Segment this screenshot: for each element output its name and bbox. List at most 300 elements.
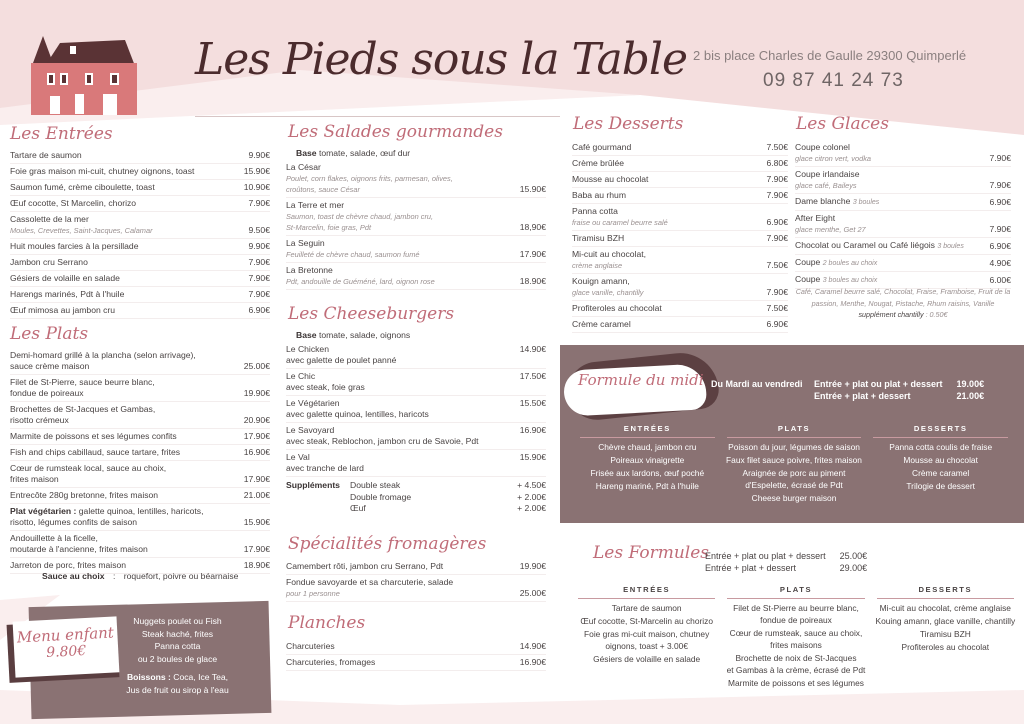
menu-item bbox=[572, 188, 788, 204]
formula-course: Panna cotta coulis de fraise bbox=[889, 442, 993, 452]
item-price: 19.90€ bbox=[243, 388, 270, 398]
item-name-text: La Seguin bbox=[286, 238, 325, 248]
formula-course: Kouing amann, glace vanille, chantilly bbox=[875, 616, 1016, 626]
item-name bbox=[10, 241, 139, 252]
menu-item bbox=[10, 375, 270, 402]
item-bold-label: Plat végétarien : bbox=[10, 506, 77, 516]
item-name bbox=[10, 182, 155, 193]
item-description: Pdt, andouille de Guéméné, lard, oignon rose bbox=[286, 277, 435, 286]
kids-menu-items bbox=[120, 615, 235, 696]
item-name bbox=[795, 213, 866, 224]
menu-item bbox=[10, 196, 270, 212]
item-description: glace citron vert, vodka bbox=[795, 154, 871, 163]
item-name-text: Fish and chips cabillaud, sauce tartare, frites bbox=[10, 447, 181, 457]
item-name bbox=[10, 377, 155, 399]
formula-course: Hareng mariné, Pdt à l'huile bbox=[595, 481, 699, 491]
item-text bbox=[10, 166, 194, 177]
formula-course: Trilogie de dessert bbox=[906, 481, 975, 491]
item-price: 6.90€ bbox=[766, 217, 788, 227]
formula-course: Filet de St-Pierre au beurre blanc, fondue de poireaux bbox=[733, 603, 859, 625]
item-text bbox=[572, 142, 631, 153]
base-text: tomate, salade, oignons bbox=[318, 330, 411, 340]
item-name bbox=[286, 200, 433, 211]
item-name bbox=[286, 238, 420, 249]
item-name-text: Cassolette de la mer bbox=[10, 214, 89, 224]
kids-menu-card bbox=[13, 616, 120, 677]
sauce-choice bbox=[42, 571, 238, 581]
item-text bbox=[795, 142, 871, 164]
item-name bbox=[10, 214, 153, 225]
item-price: 6.90€ bbox=[989, 197, 1011, 207]
item-name bbox=[286, 344, 396, 366]
salades-title: Les Salades gourmandes bbox=[288, 122, 503, 142]
item-text bbox=[10, 447, 180, 458]
item-text bbox=[795, 274, 877, 286]
item-price: 15.90€ bbox=[519, 452, 546, 462]
item-name-text: Foie gras maison mi-cuit, chutney oignons, toast bbox=[10, 166, 195, 176]
item-text bbox=[286, 577, 453, 599]
formula-column-title: PLATS bbox=[727, 584, 864, 599]
kids-menu-item: Panna cotta bbox=[154, 641, 201, 651]
item-name-text: Charcuteries bbox=[286, 641, 335, 651]
item-text bbox=[10, 404, 155, 426]
item-price: 7.50€ bbox=[766, 303, 788, 313]
supplement-name: Œuf bbox=[350, 503, 366, 513]
item-text bbox=[286, 657, 375, 668]
item-price: 15.50€ bbox=[519, 398, 546, 408]
item-name-text: Mi-cuit au chocolat, bbox=[572, 249, 647, 259]
item-name-text: Le Savoyard avec steak, Reblochon, jambon cru de Savoie, Pdt bbox=[286, 425, 479, 446]
menu-item bbox=[286, 655, 546, 671]
item-name-text: Chocolat ou Caramel ou Café liégois bbox=[795, 240, 935, 250]
formula-column-title: ENTRÉES bbox=[578, 584, 715, 599]
item-price: 25.00€ bbox=[519, 588, 546, 598]
item-price: 20.90€ bbox=[243, 415, 270, 425]
item-name-text: Jarreton de porc, frites maison bbox=[10, 560, 127, 570]
item-name bbox=[286, 657, 375, 668]
item-name-text: Coupe irlandaise bbox=[795, 169, 860, 179]
item-text bbox=[10, 506, 203, 528]
item-name bbox=[10, 490, 158, 501]
item-text bbox=[10, 560, 126, 571]
item-name-text: Le Végétarien avec galette quinoa, lentilles, haricots bbox=[286, 398, 429, 419]
formula-column bbox=[871, 584, 1020, 690]
formula-column bbox=[572, 584, 721, 690]
item-name-text: Demi-homard grillé à la plancha (selon arrivage), sauce crème maison bbox=[10, 350, 196, 371]
item-name bbox=[10, 305, 115, 316]
item-text bbox=[10, 182, 155, 193]
menu-item bbox=[10, 303, 270, 319]
item-price: 7.90€ bbox=[766, 190, 788, 200]
item-name-text: Saumon fumé, crème ciboulette, toast bbox=[10, 182, 155, 192]
item-name-text: Dame blanche bbox=[795, 196, 851, 206]
formula-course: Poisson du jour, légumes de saison bbox=[728, 442, 860, 452]
kids-menu-title: Menu enfant bbox=[16, 623, 115, 647]
kids-menu-item: Steak haché, frites bbox=[141, 628, 214, 639]
menu-item bbox=[286, 639, 546, 655]
menu-item bbox=[10, 461, 270, 488]
item-price: 6.80€ bbox=[766, 158, 788, 168]
menu-item bbox=[10, 239, 270, 255]
item-text bbox=[10, 533, 148, 555]
formula-price: 21.00€ bbox=[956, 391, 985, 401]
item-name-text: Cœur de rumsteak local, sauce au choix, frites maison bbox=[10, 463, 167, 484]
formula-course: Brochette de noix de St-Jacques et Gambas à la crème, écrasé de Pdt bbox=[726, 653, 866, 675]
formula-course: Faux filet sauce poivre, frites maison bbox=[726, 455, 862, 465]
menu-item bbox=[286, 423, 546, 450]
item-price: 7.90€ bbox=[766, 233, 788, 243]
item-name bbox=[795, 257, 877, 269]
item-name bbox=[795, 274, 877, 286]
glaces-title: Les Glaces bbox=[796, 114, 889, 134]
sauce-label: Sauce au choix bbox=[42, 571, 105, 581]
item-price: 9.50€ bbox=[248, 225, 270, 235]
item-text bbox=[795, 257, 877, 269]
formula-course: Marmite de poissons et ses légumes bbox=[728, 678, 864, 688]
formula-price: 25.00€ bbox=[839, 551, 868, 561]
item-name-text: Entrecôte 280g bretonne, frites maison bbox=[10, 490, 159, 500]
fromages-title: Spécialités fromagères bbox=[288, 534, 487, 554]
menu-item bbox=[572, 317, 788, 333]
supplement-name: Double fromage bbox=[350, 491, 412, 502]
formula-course: Gésiers de volaille en salade bbox=[593, 654, 701, 664]
item-name bbox=[795, 169, 860, 180]
item-name-text: After Eight bbox=[795, 213, 836, 223]
item-text bbox=[572, 276, 643, 298]
item-name bbox=[572, 233, 624, 244]
item-text bbox=[795, 213, 866, 235]
formula-option: Entrée + plat + dessert bbox=[814, 391, 911, 401]
item-text bbox=[572, 249, 646, 271]
item-name bbox=[286, 452, 364, 474]
item-name bbox=[286, 641, 335, 652]
formula-column bbox=[721, 423, 868, 505]
item-note: 3 boules bbox=[852, 199, 880, 206]
menu-item bbox=[286, 575, 546, 602]
item-text bbox=[286, 398, 429, 420]
item-price: 19.90€ bbox=[519, 561, 546, 571]
formula-course: Frisée aux lardons, œuf poché bbox=[590, 468, 705, 478]
formules-title: Les Formules bbox=[593, 543, 709, 563]
menu-item bbox=[286, 263, 546, 290]
item-name-text: Gésiers de volaille en salade bbox=[10, 273, 120, 283]
item-name-text: Kouign amann, bbox=[572, 276, 630, 286]
menu-item bbox=[10, 212, 270, 239]
item-text bbox=[286, 162, 453, 195]
menu-item bbox=[795, 194, 1011, 211]
supplement-name: Double steak bbox=[350, 480, 401, 490]
item-price: 14.90€ bbox=[519, 344, 546, 354]
chantilly-price: : 0.50€ bbox=[925, 310, 948, 319]
item-name-text: Œuf cocotte, St Marcelin, chorizo bbox=[10, 198, 137, 208]
formula-column-title: ENTRÉES bbox=[580, 423, 715, 438]
divider bbox=[195, 116, 560, 117]
item-price: 9.90€ bbox=[248, 150, 270, 160]
item-price: 9.90€ bbox=[248, 241, 270, 251]
item-name bbox=[10, 198, 136, 209]
item-price: 6.90€ bbox=[248, 305, 270, 315]
item-text bbox=[286, 425, 479, 447]
item-price: 25.00€ bbox=[243, 361, 270, 371]
salades-list bbox=[286, 160, 546, 290]
item-text bbox=[795, 169, 860, 191]
item-note: 3 boules au choix bbox=[822, 277, 878, 284]
item-text bbox=[286, 561, 443, 572]
base-text: tomate, salade, œuf dur bbox=[318, 148, 411, 158]
address: 2 bis place Charles de Gaulle 29300 Quimperlé bbox=[693, 48, 967, 63]
item-name-text: Café gourmand bbox=[572, 142, 632, 152]
glaces-list bbox=[795, 140, 1011, 289]
item-price: 16.90€ bbox=[519, 657, 546, 667]
formule-midi-options bbox=[814, 378, 1017, 402]
item-name bbox=[286, 561, 443, 572]
item-name-text: Brochettes de St-Jacques et Gambas, risotto crémeux bbox=[10, 404, 156, 425]
menu-item bbox=[286, 236, 546, 263]
formula-course: Œuf cocotte, St-Marcelin au chorizo bbox=[580, 616, 713, 626]
item-price: 6.90€ bbox=[766, 319, 788, 329]
item-text bbox=[572, 303, 662, 314]
item-price: 21.00€ bbox=[243, 490, 270, 500]
item-name-text: Marmite de poissons et ses légumes confits bbox=[10, 431, 177, 441]
item-name-text: Crème caramel bbox=[572, 319, 631, 329]
formula-column bbox=[574, 423, 721, 505]
item-name bbox=[286, 162, 453, 173]
formula-price: 19.00€ bbox=[956, 379, 985, 389]
base-label: Base bbox=[296, 148, 317, 158]
phone-number: 09 87 41 24 73 bbox=[763, 70, 904, 91]
formula-column bbox=[721, 584, 870, 690]
entrees-title: Les Entrées bbox=[10, 124, 113, 144]
item-price: 18.90€ bbox=[243, 560, 270, 570]
menu-item bbox=[286, 160, 546, 198]
item-name-text: Camembert rôti, jambon cru Serrano, Pdt bbox=[286, 561, 444, 571]
item-name-text: Le Chic avec steak, foie gras bbox=[286, 371, 365, 392]
item-name bbox=[572, 158, 624, 169]
menu-item bbox=[795, 167, 1011, 194]
item-name-text: Baba au rhum bbox=[572, 190, 626, 200]
menu-item bbox=[795, 211, 1011, 238]
item-name-text: Andouillette à la ficelle, moutarde à l'ancienne, frites maison bbox=[10, 533, 148, 554]
item-text bbox=[10, 214, 153, 236]
item-price: 7.50€ bbox=[766, 260, 788, 270]
item-price: 4.90€ bbox=[989, 258, 1011, 268]
formule-midi-panel bbox=[560, 345, 1024, 523]
planches-list bbox=[286, 639, 546, 671]
formule-midi-columns bbox=[574, 423, 1014, 505]
menu-item bbox=[795, 140, 1011, 167]
item-name-text: Charcuteries, fromages bbox=[286, 657, 376, 667]
item-name-text: Fondue savoyarde et sa charcuterie, salade bbox=[286, 577, 454, 587]
item-price: 7.90€ bbox=[989, 180, 1011, 190]
item-text bbox=[572, 319, 631, 330]
item-name bbox=[10, 447, 180, 458]
salades-section bbox=[286, 148, 546, 290]
menu-item bbox=[10, 180, 270, 196]
item-text bbox=[10, 305, 115, 316]
formula-column-title: DESSERTS bbox=[877, 584, 1014, 599]
item-price: 7.90€ bbox=[248, 198, 270, 208]
item-text bbox=[572, 158, 624, 169]
menu-item bbox=[10, 164, 270, 180]
burgers-title: Les Cheeseburgers bbox=[288, 304, 455, 324]
formula-course: Foie gras mi-cuit maison, chutney oignons, toast + 3.00€ bbox=[584, 629, 710, 651]
planches-title: Planches bbox=[288, 613, 366, 633]
menu-item bbox=[286, 198, 546, 236]
item-price: 7.50€ bbox=[766, 142, 788, 152]
formula-option: Entrée + plat + dessert bbox=[705, 563, 797, 573]
plats-list bbox=[10, 348, 270, 574]
item-price: 16.90€ bbox=[243, 447, 270, 457]
kids-menu-item: Nuggets poulet ou Fish bbox=[133, 616, 222, 626]
formula-course: Poireaux vinaigrette bbox=[610, 455, 685, 465]
item-name-text: Harengs marinés, Pdt à l'huile bbox=[10, 289, 125, 299]
menu-item bbox=[572, 231, 788, 247]
item-description: pour 1 personne bbox=[286, 589, 340, 598]
formula-course: Cœur de rumsteak, sauce au choix, frites maisons bbox=[729, 628, 863, 650]
item-text bbox=[572, 206, 668, 228]
formula-course: Profiteroles au chocolat bbox=[901, 642, 990, 652]
item-name-text: Coupe bbox=[795, 274, 821, 284]
item-name bbox=[572, 319, 631, 330]
menu-item bbox=[10, 531, 270, 558]
item-text bbox=[10, 289, 124, 300]
entrees-list bbox=[10, 148, 270, 319]
item-price: 18,90€ bbox=[519, 222, 546, 232]
item-name bbox=[10, 150, 82, 161]
item-name bbox=[10, 506, 203, 528]
item-description: glace menthe, Get 27 bbox=[795, 225, 866, 234]
base-label: Base bbox=[296, 330, 317, 340]
menu-item bbox=[10, 255, 270, 271]
formule-midi-days: Du Mardi au vendredi bbox=[711, 379, 803, 389]
sauce-text: roquefort, poivre ou béarnaise bbox=[123, 571, 239, 581]
formula-column bbox=[867, 423, 1014, 505]
item-description: Poulet, corn flakes, oignons frits, parmesan, olives, croûtons, sauce César bbox=[286, 174, 453, 194]
item-price: 17.90€ bbox=[243, 474, 270, 484]
menu-item bbox=[286, 450, 546, 477]
menu-item bbox=[10, 402, 270, 429]
item-price: 15.90€ bbox=[519, 184, 546, 194]
item-text bbox=[10, 257, 88, 268]
item-name-text: Mousse au chocolat bbox=[572, 174, 649, 184]
fromages-list bbox=[286, 559, 546, 602]
item-name bbox=[10, 257, 88, 268]
formula-course: Mousse au chocolat bbox=[903, 455, 978, 465]
item-name bbox=[10, 350, 196, 372]
item-name bbox=[572, 249, 646, 260]
formula-course: Tiramisu BZH bbox=[919, 629, 971, 639]
item-price: 6.00€ bbox=[989, 275, 1011, 285]
formula-course: Tartare de saumon bbox=[611, 603, 682, 613]
item-name-text: La César bbox=[286, 162, 321, 172]
formula-course: Cheese burger maison bbox=[751, 493, 837, 503]
menu-item bbox=[572, 274, 788, 301]
menu-item bbox=[10, 148, 270, 164]
desserts-list bbox=[572, 140, 788, 333]
item-price: 15.90€ bbox=[243, 517, 270, 527]
supplement-price: + 2.00€ bbox=[517, 491, 546, 502]
menu-item bbox=[10, 504, 270, 531]
formula-option: Entrée + plat ou plat + dessert bbox=[705, 551, 826, 561]
supplements bbox=[286, 480, 546, 515]
formula-column-title: DESSERTS bbox=[873, 423, 1008, 438]
item-price: 17.90€ bbox=[519, 249, 546, 259]
menu-item bbox=[572, 172, 788, 188]
item-name bbox=[572, 190, 626, 201]
item-name bbox=[795, 240, 964, 252]
item-text bbox=[286, 371, 365, 393]
item-name bbox=[572, 303, 662, 314]
item-price: 16.90€ bbox=[519, 425, 546, 435]
menu-item bbox=[572, 156, 788, 172]
item-text bbox=[10, 350, 196, 372]
item-name-text: Tartare de saumon bbox=[10, 150, 82, 160]
item-note: 3 boules bbox=[937, 243, 964, 250]
formules-options bbox=[705, 550, 900, 574]
item-name-text: Profiteroles au chocolat bbox=[572, 303, 662, 313]
menu-item bbox=[286, 342, 546, 369]
item-name-text: Filet de St-Pierre, sauce beurre blanc, fondue de poireaux bbox=[10, 377, 155, 398]
item-note: 2 boules au choix bbox=[822, 260, 878, 267]
item-text bbox=[10, 273, 120, 284]
item-price: 14.90€ bbox=[519, 641, 546, 651]
item-name-text: Huit moules farcies à la persillade bbox=[10, 241, 139, 251]
menu-item bbox=[795, 238, 1011, 255]
item-text bbox=[10, 377, 155, 399]
item-name bbox=[10, 463, 166, 485]
restaurant-name: Les Pieds sous la Table bbox=[195, 34, 687, 85]
plats-title: Les Plats bbox=[10, 324, 89, 344]
item-name bbox=[572, 174, 648, 185]
item-name-text: Jambon cru Serrano bbox=[10, 257, 88, 267]
item-name bbox=[286, 371, 365, 393]
menu-item bbox=[10, 445, 270, 461]
menu-item bbox=[10, 488, 270, 504]
item-description: Moules, Crevettes, Saint-Jacques, Calamar bbox=[10, 226, 153, 235]
sauce-sep: : bbox=[112, 571, 116, 581]
menu-item bbox=[572, 301, 788, 317]
menu-item bbox=[572, 140, 788, 156]
item-name-text: Le Chicken avec galette de poulet panné bbox=[286, 344, 397, 365]
item-text bbox=[10, 431, 177, 442]
item-name-text: Coupe colonel bbox=[795, 142, 850, 152]
item-name bbox=[10, 560, 126, 571]
item-name bbox=[572, 206, 668, 217]
formula-course: Chèvre chaud, jambon cru bbox=[598, 442, 697, 452]
item-price: 7.90€ bbox=[248, 257, 270, 267]
item-price: 17.90€ bbox=[243, 431, 270, 441]
item-text bbox=[795, 196, 879, 208]
desserts-title: Les Desserts bbox=[573, 114, 684, 134]
item-text bbox=[286, 200, 433, 233]
formula-course: Araignée de porc au piment d'Espelette, écrasé de Pdt bbox=[742, 468, 846, 490]
item-text bbox=[795, 240, 964, 252]
burgers-section bbox=[286, 330, 546, 515]
drinks-label: Boissons : bbox=[126, 672, 171, 682]
item-price: 7.90€ bbox=[766, 174, 788, 184]
house-logo-icon bbox=[25, 28, 145, 118]
item-name bbox=[572, 276, 643, 287]
item-text bbox=[286, 344, 396, 366]
burgers-list bbox=[286, 342, 546, 477]
supplements-label: Suppléments bbox=[286, 480, 340, 490]
item-name-text: galette quinoa, lentilles, haricots, risotto, légumes confits de saison bbox=[10, 506, 204, 527]
menu-item bbox=[572, 247, 788, 274]
item-name bbox=[10, 431, 177, 442]
item-price: 7.90€ bbox=[989, 153, 1011, 163]
spacer bbox=[286, 503, 350, 515]
formula-course: Mi-cuit au chocolat, crème anglaise bbox=[879, 603, 1011, 613]
